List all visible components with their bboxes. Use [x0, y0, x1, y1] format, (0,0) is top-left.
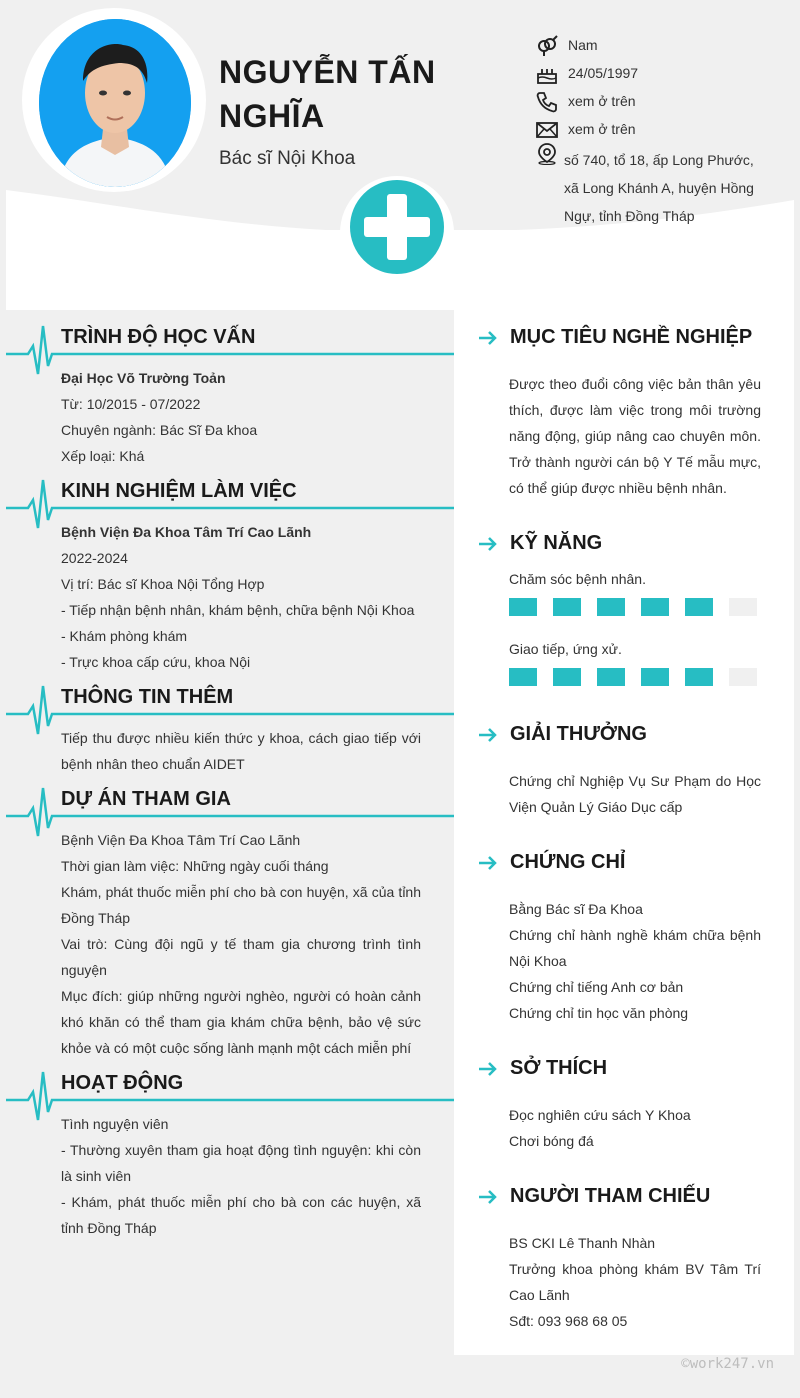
skill-bar-filled [685, 668, 713, 686]
skill-bar-filled [509, 668, 537, 686]
references-title: NGƯỜI THAM CHIẾU [510, 1185, 711, 1207]
arrow-right-icon [478, 536, 498, 552]
projects-line: Mục đích: giúp những người nghèo, người có hoàn cảnh khó khăn có thể tham gia khám chữa bệnh, bảo vệ sức khỏe và có một cuộc sống lành mạnh một cách miễn phí [61, 988, 421, 1056]
awards-text: Chứng chỉ Nghiệp Vụ Sư Phạm do Học Viện Quản Lý Giáo Dục cấp [509, 773, 761, 815]
objective-title: MỤC TIÊU NGHỀ NGHIỆP [510, 326, 753, 348]
hobbies-title: SỞ THÍCH [510, 1057, 608, 1079]
education-rank: Xếp loại: Khá [61, 448, 145, 464]
experience-position: Vị trí: Bác sĩ Khoa Nội Tổng Hợp [61, 576, 265, 592]
skill-bar-filled [509, 598, 537, 616]
activities-line: - Khám, phát thuốc miễn phí cho bà con các huyện, xã tỉnh Đồng Tháp [61, 1194, 421, 1236]
skill-bar-empty [729, 598, 757, 616]
phone-icon [536, 91, 558, 113]
skill-label: Chăm sóc bệnh nhân. [509, 571, 646, 587]
projects-body [61, 827, 421, 1061]
job-title: Bác sĩ Nội Khoa [219, 148, 356, 169]
activities-body [61, 1111, 421, 1241]
skill-bar-empty [729, 668, 757, 686]
certificate-item: Chứng chỉ hành nghề khám chữa bệnh Nội Khoa [509, 927, 761, 969]
projects-title: DỰ ÁN THAM GIA [61, 788, 231, 810]
medical-cross-icon [350, 180, 444, 274]
activities-title: HOẠT ĐỘNG [61, 1072, 184, 1094]
activities-line: Tình nguyện viên [61, 1116, 169, 1132]
certificate-item: Chứng chỉ tin học văn phòng [509, 1005, 689, 1021]
left-column [6, 310, 454, 1355]
references-body [509, 1230, 761, 1334]
skills-title: KỸ NĂNG [510, 532, 603, 554]
watermark: ©work247.vn [681, 1356, 774, 1372]
hobby-item: Đọc nghiên cứu sách Y Khoa [509, 1107, 691, 1123]
full-name [219, 50, 436, 138]
arrow-right-icon [478, 1061, 498, 1077]
certificates-list [509, 896, 761, 1026]
education-title: TRÌNH ĐỘ HỌC VẤN [61, 326, 256, 348]
arrow-right-icon [478, 855, 498, 871]
skill-bar-filled [553, 668, 581, 686]
education-period: Từ: 10/2015 - 07/2022 [61, 396, 201, 412]
projects-line: Vai trò: Cùng đội ngũ y tế tham gia chương trình tình nguyện [61, 936, 421, 978]
hobby-item: Chơi bóng đá [509, 1133, 594, 1149]
arrow-right-icon [478, 330, 498, 346]
birthday-value: 24/05/1997 [568, 65, 639, 81]
name-line-1: NGUYỄN TẤN [219, 54, 436, 90]
additional-text: Tiếp thu được nhiều kiến thức y khoa, cách giao tiếp với bệnh nhân theo chuẩn AIDET [61, 730, 421, 772]
birthday-cake-icon [536, 63, 558, 85]
experience-company: Bệnh Viện Đa Khoa Tâm Trí Cao Lãnh [61, 524, 312, 540]
cv-page [6, 0, 794, 1355]
skill-bar-filled [685, 598, 713, 616]
awards-title: GIẢI THƯỞNG [510, 723, 647, 745]
reference-role: Trưởng khoa phòng khám BV Tâm Trí Cao Lãnh [509, 1261, 761, 1303]
skill-bar-filled [597, 668, 625, 686]
objective-text: Được theo đuổi công việc bản thân yêu thích, được làm việc trong môi trường năng động, giúp nâng cao chuyên môn. Trở thành người cán bộ Y Tế mẫu mực, có thể giúp được nhiều bệnh nhân. [509, 376, 761, 496]
arrow-right-icon [478, 727, 498, 743]
email-icon [536, 119, 558, 141]
avatar [39, 19, 191, 187]
activities-line: - Thường xuyên tham gia hoạt động tình nguyện: khi còn là sinh viên [61, 1142, 421, 1184]
experience-period: 2022-2024 [61, 550, 128, 566]
experience-title: KINH NGHIỆM LÀM VIỆC [61, 480, 297, 502]
education-body [61, 365, 421, 469]
gender-icon [536, 35, 558, 57]
certificate-item: Chứng chỉ tiếng Anh cơ bản [509, 979, 684, 995]
experience-body [61, 519, 421, 675]
skill-label: Giao tiếp, ứng xử. [509, 641, 622, 657]
address-value: số 740, tổ 18, ấp Long Phước, xã Long Khánh A, huyện Hồng Ngự, tỉnh Đồng Tháp [564, 152, 754, 224]
projects-line: Khám, phát thuốc miễn phí cho bà con huyện, xã của tỉnh Đồng Tháp [61, 884, 421, 926]
phone-value: xem ở trên [568, 93, 636, 109]
reference-phone: Sđt: 093 968 68 05 [509, 1313, 628, 1329]
email-value: xem ở trên [568, 121, 636, 137]
experience-duty: - Tiếp nhận bệnh nhân, khám bệnh, chữa bệnh Nội Khoa [61, 602, 415, 618]
hobbies-list [509, 1102, 761, 1154]
location-icon [536, 143, 558, 165]
experience-duty: - Trực khoa cấp cứu, khoa Nội [61, 654, 251, 670]
projects-line: Thời gian làm việc: Những ngày cuối tháng [61, 858, 329, 874]
gender-value: Nam [568, 37, 598, 53]
additional-title: THÔNG TIN THÊM [61, 686, 234, 708]
name-line-2: NGHĨA [219, 98, 325, 134]
skill-bar-filled [641, 668, 669, 686]
experience-duty: - Khám phòng khám [61, 628, 188, 644]
certificates-title: CHỨNG CHỈ [510, 851, 626, 873]
projects-line: Bệnh Viện Đa Khoa Tâm Trí Cao Lãnh [61, 832, 301, 848]
education-major: Chuyên ngành: Bác Sĩ Đa khoa [61, 422, 258, 438]
arrow-right-icon [478, 1189, 498, 1205]
skill-bar-filled [597, 598, 625, 616]
certificate-item: Bằng Bác sĩ Đa Khoa [509, 901, 643, 917]
education-school: Đại Học Võ Trường Toản [61, 370, 226, 386]
skill-bar-filled [553, 598, 581, 616]
skill-bar-filled [641, 598, 669, 616]
reference-name: BS CKI Lê Thanh Nhàn [509, 1235, 656, 1251]
